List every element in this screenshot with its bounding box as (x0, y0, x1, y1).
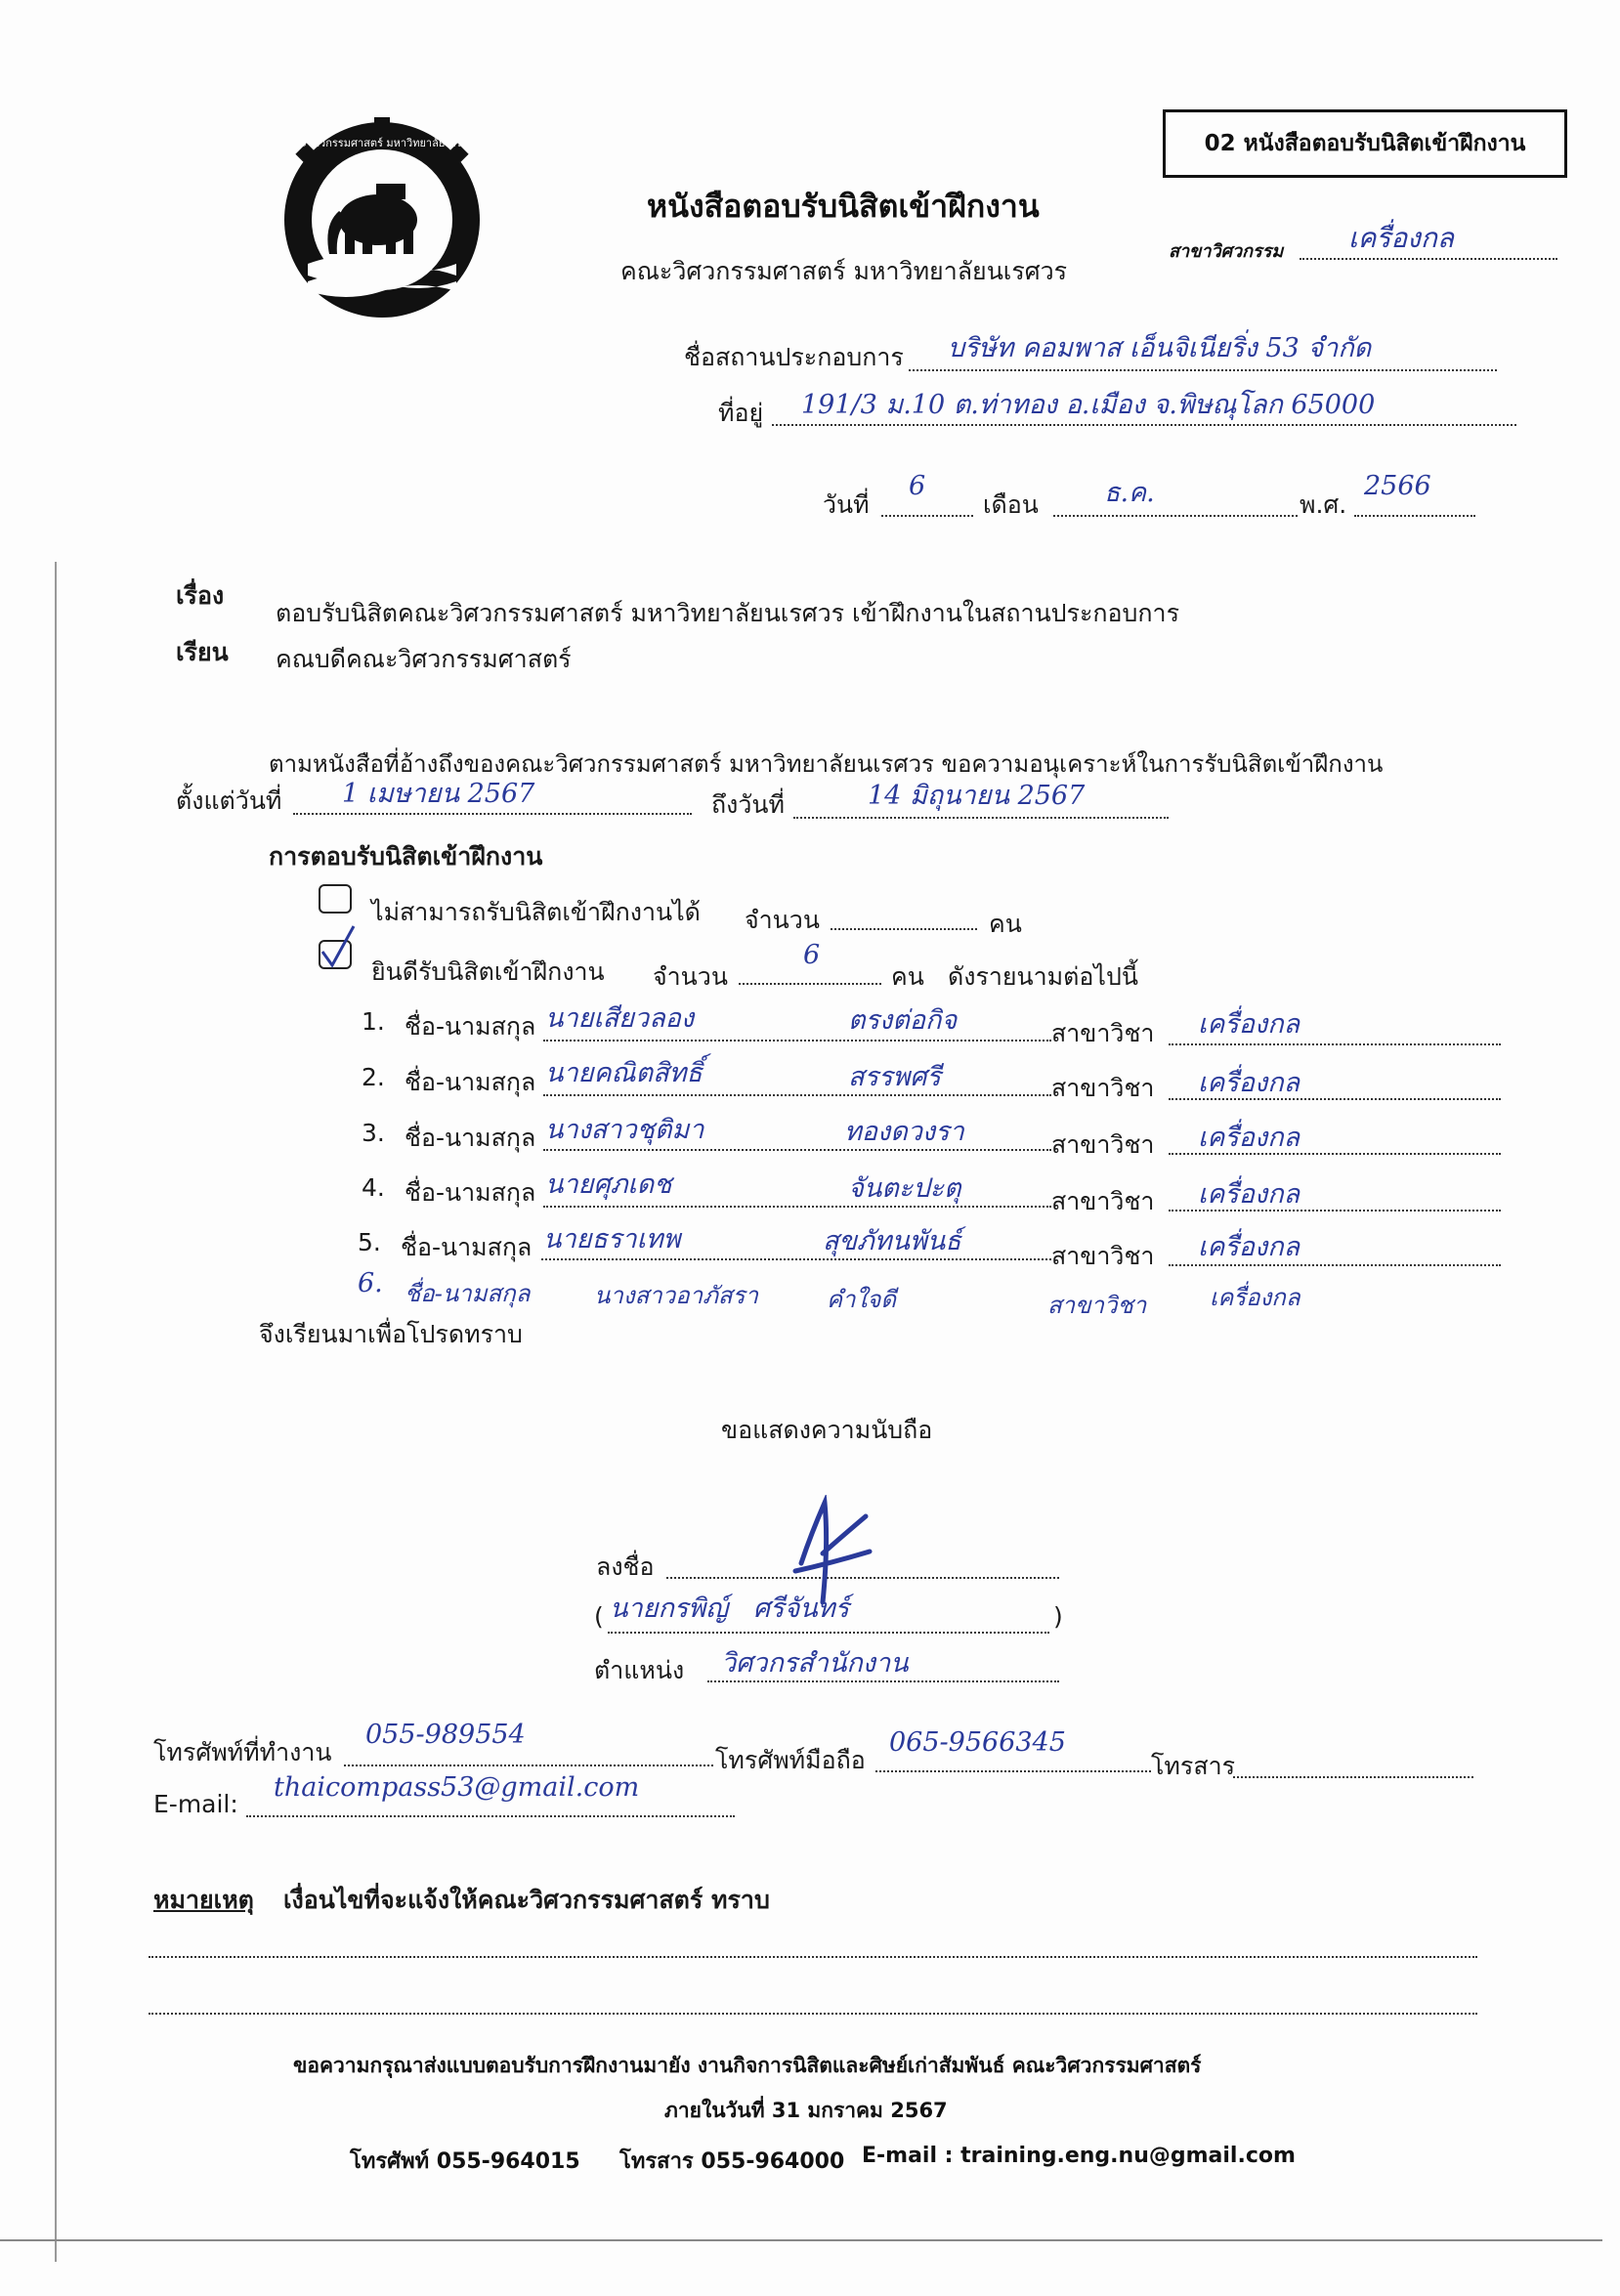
student6-last: คำใจดี (827, 1286, 896, 1313)
student-first-name: นายธราเทพ (543, 1224, 681, 1254)
footer-phone: โทรศัพท์ 055-964015 (350, 2149, 580, 2174)
major-value: เครื่องกล (1348, 222, 1454, 254)
student-major: เครื่องกล (1198, 1232, 1300, 1262)
faculty-seal-icon (269, 117, 495, 322)
position-label: ตำแหน่ง (594, 1656, 685, 1684)
note-label: หมายเหตุ (153, 1886, 254, 1914)
date-year-dotline (1354, 515, 1475, 517)
student-name-dotline (543, 1206, 1051, 1208)
student-first-name: นายศุภเดช (545, 1169, 672, 1200)
student-name-dotline (543, 1040, 1051, 1042)
date-month-value: ธ.ค. (1104, 478, 1155, 508)
student-major-label: สาขาวิชา (1051, 1074, 1155, 1102)
student6-name-label: ชื่อ-นามสกุล (405, 1280, 531, 1307)
student-no: 5. (358, 1228, 381, 1256)
student-last-name: ตรงต่อกิจ (848, 1005, 958, 1036)
date-year-value: 2566 (1364, 471, 1431, 501)
student-major-label: สาขาวิชา (1051, 1130, 1155, 1159)
student-last-name: สุขภัทนพันธ์ (823, 1226, 961, 1256)
document-subtitle: คณะวิศวกรรมศาสตร์ มหาวิทยาลัยนเรศวร (620, 257, 1068, 285)
footer-line2: ภายในวันที่ 31 มกราคม 2567 (664, 2099, 948, 2122)
fax-label: โทรสาร (1151, 1752, 1236, 1780)
student6-major: เครื่องกล (1210, 1284, 1300, 1311)
student-no: 4. (362, 1173, 385, 1202)
to-text: คณบดีคณะวิศวกรรมศาสตร์ (276, 645, 572, 673)
student-major: เครื่องกล (1198, 1009, 1300, 1040)
student6-major-label: สาขาวิชา (1047, 1292, 1147, 1319)
student-major: เครื่องกล (1198, 1123, 1300, 1153)
scan-edge-left (55, 562, 57, 2262)
date-day-value: 6 (909, 471, 926, 501)
office-phone-value: 055-989554 (365, 1720, 526, 1750)
date-day-label: วันที่ (823, 490, 870, 519)
student6-first: นางสาวอาภัสรา (594, 1282, 758, 1309)
student-last-name: ทองดวงรา (844, 1117, 964, 1147)
reject-unit: คน (989, 910, 1022, 938)
response-heading: การตอบรับนิสิตเข้าฝึกงาน (269, 842, 543, 871)
period-to-label: ถึงวันที่ (711, 790, 785, 819)
document-title: หนังสือตอบรับนิสิตเข้าฝึกงาน (647, 188, 1040, 225)
signer-name-dotline (608, 1632, 1049, 1634)
reject-label: ไม่สามารถรับนิสิตเข้าฝึกงานได้ (371, 898, 701, 926)
student-last-name: จันตะปะตุ (848, 1173, 961, 1204)
student-name-label: ชื่อ-นามสกุล (401, 1233, 533, 1261)
mobile-label: โทรศัพท์มือถือ (715, 1746, 866, 1774)
student-first-name: นายเสียวลอง (545, 1003, 695, 1034)
accept-count-value: 6 (803, 940, 821, 970)
company-name-value: บริษัท คอมพาส เอ็นจิเนียริ่ง 53 จำกัด (948, 333, 1372, 363)
student-no: 1. (362, 1007, 385, 1036)
seal-ring-text: คณะวิศวกรรมศาสตร์ มหาวิทยาลัยนเรศวร (283, 137, 481, 149)
student-name-dotline (543, 1094, 1051, 1096)
period-to-value: 14 มิถุนายน 2567 (868, 781, 1086, 811)
form-code: 02 หนังสือตอบรับนิสิตเข้าฝึกงาน (1204, 131, 1526, 156)
student-name-label: ชื่อ-นามสกุล (405, 1068, 536, 1096)
subject-text: ตอบรับนิสิตคณะวิศวกรรมศาสตร์ มหาวิทยาลัยนเรศวร เข้าฝึกงานในสถานประกอบการ (276, 599, 1180, 627)
signer-paren-open: ( (594, 1602, 604, 1631)
student-major: เครื่องกล (1198, 1179, 1300, 1210)
student6-no: 6. (358, 1268, 383, 1298)
date-month-label: เดือน (983, 490, 1039, 519)
position-value: วิศวกรสำนักงาน (721, 1648, 909, 1679)
student-major: เครื่องกล (1198, 1068, 1300, 1098)
student-no: 3. (362, 1119, 385, 1147)
student-major-label: สาขาวิชา (1051, 1242, 1155, 1270)
reject-checkbox[interactable] (319, 884, 352, 914)
email-dotline (246, 1815, 735, 1817)
form-code-box (1163, 109, 1567, 178)
student-no: 2. (362, 1063, 385, 1091)
mobile-value: 065-9566345 (889, 1727, 1066, 1758)
company-name-dotline (909, 369, 1497, 371)
student-name-label: ชื่อ-นามสกุล (405, 1124, 536, 1152)
accept-count-dotline (739, 983, 881, 985)
note-dotline-1 (149, 1956, 1477, 1958)
note-text: เงื่อนไขที่จะแจ้งให้คณะวิศวกรรมศาสตร์ ทราบ (283, 1886, 770, 1914)
signer-paren-close: ) (1053, 1602, 1063, 1631)
student-name-label: ชื่อ-นามสกุล (405, 1178, 536, 1207)
address-label: ที่อยู่ (718, 399, 764, 427)
address-value: 191/3 ม.10 ต.ท่าทอง อ.เมือง จ.พิษณุโลก 65000 (801, 390, 1376, 420)
sign-label: ลงชื่อ (596, 1552, 655, 1581)
date-day-dotline (881, 515, 973, 517)
subject-label: เรื่อง (176, 581, 225, 610)
reject-count-dotline (831, 928, 977, 930)
footer-fax: โทรสาร 055-964000 (619, 2149, 845, 2174)
student-first-name: นายคณิตสิทธิ์ (545, 1058, 703, 1088)
signer-name: นายกรพิญ์ ศรีจันทร์ (610, 1594, 850, 1624)
student-first-name: นางสาวชุติมา (545, 1115, 704, 1145)
accept-tail: ดังรายนามต่อไปนี้ (948, 962, 1138, 991)
accept-label: ยินดีรับนิสิตเข้าฝึกงาน (371, 957, 605, 986)
mobile-dotline (875, 1770, 1151, 1772)
office-phone-label: โทรศัพท์ที่ทำงาน (153, 1738, 332, 1766)
period-from-value: 1 เมษายน 2567 (342, 779, 535, 809)
period-to-dotline (793, 817, 1169, 819)
to-label: เรียน (176, 638, 229, 666)
footer-email: E-mail : training.eng.nu@gmail.com (862, 2144, 1296, 2168)
check-mark-icon (313, 922, 362, 971)
date-year-label: พ.ศ. (1300, 490, 1347, 519)
student-major-label: สาขาวิชา (1051, 1187, 1155, 1215)
accept-count-label: จำนวน (653, 962, 728, 991)
regards-line: ขอแสดงความนับถือ (721, 1416, 933, 1444)
footer-line1: ขอความกรุณาส่งแบบตอบรับการฝึกงานมายัง งานกิจการนิสิตและศิษย์เก่าสัมพันธ์ คณะวิศวกรรมศาสตร์ (293, 2054, 1202, 2077)
accept-unit: คน (891, 962, 924, 991)
company-name-label: ชื่อสถานประกอบการ (684, 343, 904, 371)
email-value: thaicompass53@gmail.com (274, 1772, 640, 1803)
scan-edge-bottom (0, 2239, 1602, 2241)
body-paragraph: ตามหนังสือที่อ้างถึงของคณะวิศวกรรมศาสตร์ มหาวิทยาลัยนเรศวร ขอความอนุเคราะห์ในการรับนิสิตเข้าฝึกงาน (269, 750, 1384, 778)
email-label: E-mail: (153, 1790, 238, 1818)
reject-count-label: จำนวน (745, 906, 820, 934)
closing-line: จึงเรียนมาเพื่อโปรดทราบ (259, 1320, 523, 1348)
period-from-label: ตั้งแต่วันที่ (176, 787, 282, 815)
office-phone-dotline (344, 1765, 713, 1766)
major-label: สาขาวิศวกรรม (1169, 241, 1284, 262)
student-last-name: สรรพศรี (848, 1062, 941, 1092)
student-major-label: สาขาวิชา (1051, 1019, 1155, 1047)
note-dotline-2 (149, 2013, 1477, 2015)
student-name-label: ชื่อ-นามสกุล (405, 1012, 536, 1041)
fax-dotline (1233, 1776, 1473, 1778)
date-month-dotline (1053, 515, 1298, 517)
